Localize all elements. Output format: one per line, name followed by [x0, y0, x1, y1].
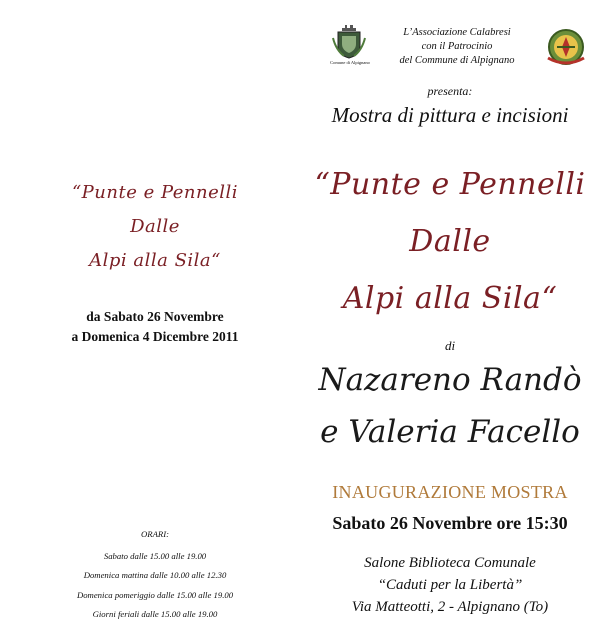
orari-line: Domenica pomeriggio dalle 15.00 alle 19.00 — [76, 589, 234, 600]
comune-caption: Comune di Alpignano — [330, 60, 370, 65]
orari-title: ORARI: — [141, 529, 169, 539]
venue-line: “Caduti per la Libertà” — [377, 577, 523, 593]
main-title-line: “Punte e Pennelli — [314, 167, 586, 202]
assoc-line: con il Patrocinio — [421, 41, 493, 52]
main-title-line: Dalle — [409, 224, 491, 259]
venue-block — [300, 552, 600, 618]
date-from: da Sabato 26 Novembre — [86, 309, 224, 324]
main-title-line: Alpi alla Sila“ — [342, 281, 558, 316]
left-dates — [30, 307, 280, 347]
left-title — [30, 176, 280, 278]
artist-name: e Valeria Facello — [320, 414, 580, 450]
inauguration-heading: INAUGURAZIONE MOSTRA — [332, 482, 568, 502]
left-title-line: Alpi alla Sila“ — [89, 250, 221, 271]
orari-line: Sabato dalle 15.00 alle 19.00 — [103, 550, 207, 561]
venue-line: Salone Biblioteca Comunale — [364, 555, 536, 571]
main-title — [300, 156, 600, 327]
venue-line: Via Matteotti, 2 - Alpignano (To) — [351, 599, 549, 615]
artists — [300, 354, 600, 458]
orari-block — [20, 525, 290, 625]
assoc-line: del Commune di Alpignano — [399, 55, 515, 66]
assoc-line: L’Associazione Calabresi — [403, 27, 511, 38]
orari-line: Domenica mattina dalle 10.00 alle 12.30 — [83, 570, 227, 580]
inauguration-date: Sabato 26 Novembre ore 15:30 — [332, 513, 568, 533]
orari-line: Giorni feriali dalle 15.00 alle 19.00 — [92, 609, 218, 619]
association-emblem-icon — [543, 28, 589, 68]
exhibition-subtitle: Mostra di pittura e incisioni — [331, 103, 569, 127]
association-text — [382, 26, 532, 68]
di-text: di — [444, 338, 456, 353]
presenta-text: presenta: — [427, 84, 473, 98]
date-to: a Domenica 4 Dicembre 2011 — [71, 329, 239, 344]
left-title-line: “Punte e Pennelli — [71, 182, 239, 203]
artist-name: Nazareno Randò — [318, 362, 582, 398]
left-title-line: Dalle — [130, 216, 180, 237]
